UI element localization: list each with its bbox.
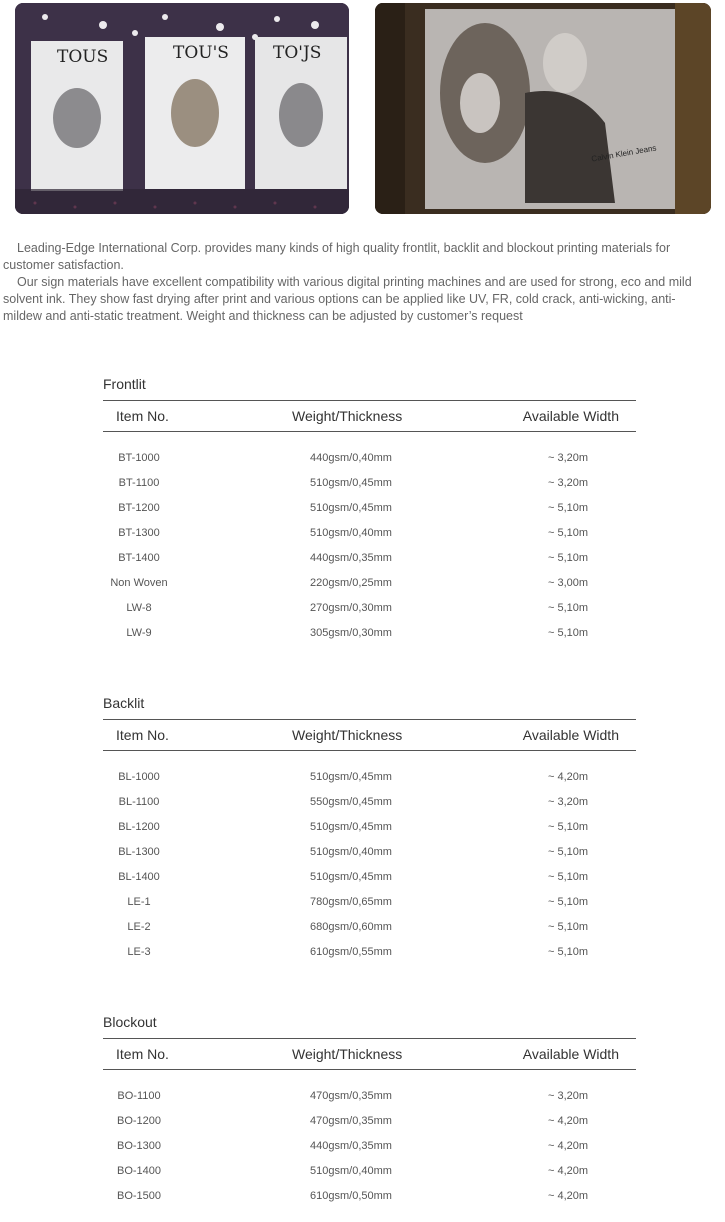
table-row <box>103 1090 636 1115</box>
available-width-cell: ~ 3,20m <box>547 796 589 808</box>
item-no-cell: LE-1 <box>127 896 151 908</box>
weight-thickness-cell: 220gsm/0,25mm <box>310 577 392 589</box>
available-width-cell: ~ 4,20m <box>547 1115 589 1127</box>
available-width-cell: ~ 4,20m <box>547 771 589 783</box>
item-no-cell: BL-1000 <box>118 771 160 783</box>
weight-thickness-cell: 470gsm/0,35mm <box>310 1090 392 1102</box>
weight-thickness-cell: 610gsm/0,55mm <box>310 946 392 958</box>
table-row <box>103 627 636 652</box>
available-width-cell: ~ 5,10m <box>547 821 589 833</box>
item-no-cell: Non Woven <box>110 577 168 589</box>
item-no-cell: LE-2 <box>127 921 151 933</box>
table-row <box>103 896 636 921</box>
weight-thickness-cell: 510gsm/0,40mm <box>310 1165 392 1177</box>
item-no-cell: BT-1100 <box>118 477 160 489</box>
col-available-width: Available Width <box>522 727 619 743</box>
item-no-cell: BO-1100 <box>117 1090 161 1102</box>
table-header <box>103 719 636 751</box>
available-width-cell: ~ 4,20m <box>547 1165 589 1177</box>
weight-thickness-cell: 270gsm/0,30mm <box>310 602 392 614</box>
item-no-cell: LW-9 <box>126 627 152 639</box>
available-width-cell: ~ 5,10m <box>547 896 589 908</box>
col-weight-thickness: Weight/Thickness <box>292 408 403 424</box>
sign-text-2: TOU'S <box>173 43 229 63</box>
weight-thickness-cell: 510gsm/0,45mm <box>310 771 392 783</box>
available-width-cell: ~ 5,10m <box>547 602 589 614</box>
table-row <box>103 527 636 552</box>
item-no-cell: BO-1200 <box>116 1115 162 1127</box>
table-header <box>103 1038 636 1070</box>
available-width-cell: ~ 4,20m <box>547 1140 589 1152</box>
weight-thickness-cell: 510gsm/0,45mm <box>310 477 392 489</box>
available-width-cell: ~ 5,10m <box>547 946 589 958</box>
table-row <box>103 821 636 846</box>
photo-calvin-klein-lightbox <box>375 3 711 214</box>
item-no-cell: BT-1200 <box>118 502 160 514</box>
intro-paragraph-1: Leading-Edge International Corp. provides many kinds of high quality frontlit, backlit and blockout printing materials for customer satisfaction. <box>3 241 671 272</box>
col-available-width: Available Width <box>522 1046 619 1062</box>
weight-thickness-cell: 470gsm/0,35mm <box>310 1115 392 1127</box>
sign-text-3: TO'JS <box>273 43 322 63</box>
weight-thickness-cell: 440gsm/0,35mm <box>310 552 392 564</box>
col-item-no: Item No. <box>116 408 169 424</box>
available-width-cell: ~ 5,10m <box>547 552 589 564</box>
section-title: Frontlit <box>103 376 146 392</box>
item-no-cell: LW-8 <box>126 602 152 614</box>
item-no-cell: BL-1400 <box>118 871 160 883</box>
table-row <box>103 577 636 602</box>
weight-thickness-cell: 680gsm/0,60mm <box>310 921 392 933</box>
weight-thickness-cell: 440gsm/0,35mm <box>310 1140 392 1152</box>
section-title: Backlit <box>103 695 145 711</box>
weight-thickness-cell: 780gsm/0,65mm <box>310 896 392 908</box>
item-no-cell: BL-1200 <box>118 821 160 833</box>
available-width-cell: ~ 3,20m <box>547 477 589 489</box>
table-row <box>103 871 636 896</box>
item-no-cell: BT-1000 <box>118 452 160 464</box>
table-row <box>103 1115 636 1140</box>
item-no-cell: BO-1500 <box>116 1190 162 1202</box>
col-weight-thickness: Weight/Thickness <box>292 1046 403 1062</box>
weight-thickness-cell: 510gsm/0,40mm <box>310 527 392 539</box>
table-row <box>103 552 636 577</box>
weight-thickness-cell: 510gsm/0,45mm <box>310 871 392 883</box>
table-row <box>103 602 636 627</box>
available-width-cell: ~ 3,20m <box>547 1090 589 1102</box>
intro-paragraph-2: Our sign materials have excellent compatibility with various digital printing machines and are used for strong, eco and mild solvent ink. They show fast drying after print and various options can be applied like UV, FR, cold crack, anti-wicking, anti-mildew and anti-static treatment. Weight and thickness can be adjusted by customer’s request <box>3 275 692 323</box>
col-weight-thickness: Weight/Thickness <box>292 727 403 743</box>
item-no-cell: BO-1400 <box>116 1165 162 1177</box>
table-row <box>103 477 636 502</box>
weight-thickness-cell: 510gsm/0,40mm <box>310 846 392 858</box>
sign-text-1: TOUS <box>57 47 109 67</box>
intro-text <box>3 240 703 325</box>
item-no-cell: BL-1300 <box>118 846 160 858</box>
available-width-cell: ~ 3,00m <box>547 577 589 589</box>
available-width-cell: ~ 5,10m <box>547 871 589 883</box>
table-row <box>103 1140 636 1165</box>
item-no-cell: BT-1300 <box>118 527 160 539</box>
table-row <box>103 796 636 821</box>
available-width-cell: ~ 3,20m <box>547 452 589 464</box>
weight-thickness-cell: 510gsm/0,45mm <box>310 502 392 514</box>
weight-thickness-cell: 510gsm/0,45mm <box>310 821 392 833</box>
table-row <box>103 502 636 527</box>
item-no-cell: BL-1100 <box>118 796 160 808</box>
table-row <box>103 452 636 477</box>
table-row <box>103 846 636 871</box>
table-header <box>103 400 636 432</box>
table-row <box>103 1190 636 1215</box>
col-item-no: Item No. <box>116 1046 169 1062</box>
weight-thickness-cell: 610gsm/0,50mm <box>310 1190 392 1202</box>
table-row <box>103 921 636 946</box>
col-available-width: Available Width <box>522 408 619 424</box>
weight-thickness-cell: 440gsm/0,40mm <box>310 452 392 464</box>
section-title: Blockout <box>103 1014 157 1030</box>
available-width-cell: ~ 5,10m <box>547 502 589 514</box>
available-width-cell: ~ 5,10m <box>547 627 589 639</box>
table-row <box>103 771 636 796</box>
weight-thickness-cell: 550gsm/0,45mm <box>310 796 392 808</box>
table-row <box>103 1165 636 1190</box>
item-no-cell: LE-3 <box>127 946 151 958</box>
item-no-cell: BT-1400 <box>118 552 160 564</box>
weight-thickness-cell: 305gsm/0,30mm <box>310 627 392 639</box>
available-width-cell: ~ 5,10m <box>547 527 589 539</box>
available-width-cell: ~ 5,10m <box>547 846 589 858</box>
photo-tous-billboards <box>15 3 349 214</box>
table-row <box>103 946 636 971</box>
available-width-cell: ~ 4,20m <box>547 1190 589 1202</box>
available-width-cell: ~ 5,10m <box>547 921 589 933</box>
brand-text: Calvin Klein Jeans <box>590 143 658 164</box>
col-item-no: Item No. <box>116 727 169 743</box>
item-no-cell: BO-1300 <box>116 1140 162 1152</box>
